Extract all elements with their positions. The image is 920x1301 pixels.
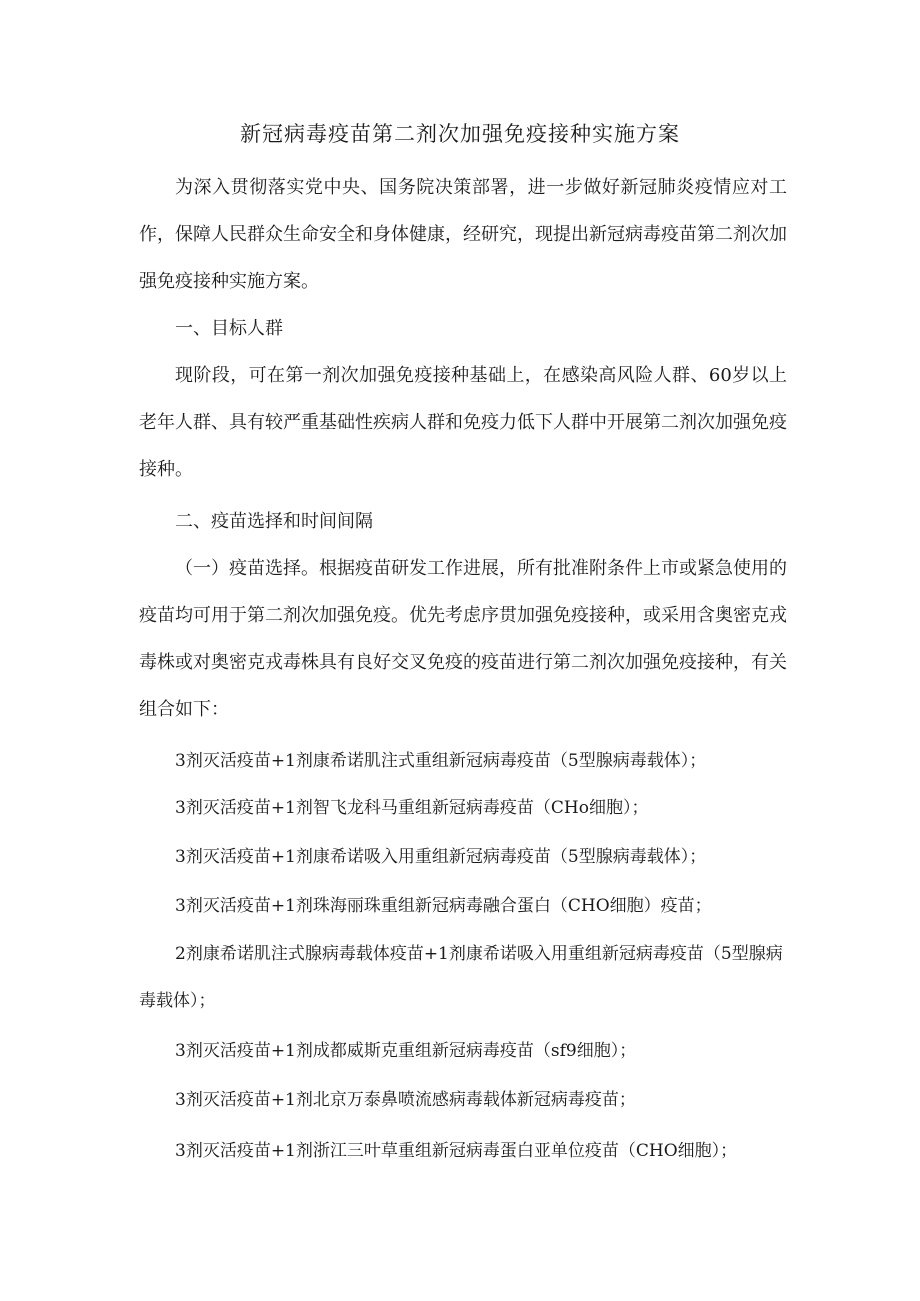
section1-heading: 一、目标人群 [175, 318, 283, 339]
section1-paragraph: 现阶段，可在第一剂次加强免疫接种基础上，在感染高风险人群、60岁以上老年人群、具有较严重基础性疾病人群和免疫力低下人群中开展第二剂次加强免疫接种。 [139, 365, 787, 480]
combination-item: 3剂灭活疫苗+1剂珠海丽珠重组新冠病毒融合蛋白（CHO细胞）疫苗； [175, 896, 712, 916]
combination-item: 3剂灭活疫苗+1剂北京万泰鼻喷流感病毒载体新冠病毒疫苗； [175, 1090, 636, 1110]
combination-item: 3剂灭活疫苗+1剂康希诺肌注式重组新冠病毒疫苗（5型腺病毒载体）； [175, 751, 707, 771]
combination-item: 3剂灭活疫苗+1剂智飞龙科马重组新冠病毒疫苗（CHo细胞）； [175, 798, 649, 818]
document-title: 新冠病毒疫苗第二剂次加强免疫接种实施方案 [240, 122, 680, 146]
combination-item: 2剂康希诺肌注式腺病毒载体疫苗+1剂康希诺吸入用重组新冠病毒疫苗（5型腺病毒载体）； [139, 944, 783, 1011]
combination-item: 3剂灭活疫苗+1剂成都威斯克重组新冠病毒疫苗（sf9细胞）； [175, 1041, 637, 1061]
section2-heading: 二、疫苗选择和时间间隔 [175, 511, 373, 532]
intro-paragraph: 为深入贯彻落实党中央、国务院决策部署，进一步做好新冠肺炎疫情应对工作，保障人民群众生命安全和身体健康，经研究，现提出新冠病毒疫苗第二剂次加强免疫接种实施方案。 [139, 177, 787, 292]
combination-item: 3剂灭活疫苗+1剂浙江三叶草重组新冠病毒蛋白亚单位疫苗（CHO细胞）； [175, 1141, 738, 1161]
section2-sub1-paragraph: （一）疫苗选择。根据疫苗研发工作进展，所有批准附条件上市或紧急使用的疫苗均可用于第二剂次加强免疫。优先考虑序贯加强免疫接种，或采用含奥密克戎毒株或对奥密克戎毒株具有良好交叉免疫的疫苗进行第二剂次加强免疫接种，有关组合如下： [139, 558, 787, 720]
combination-item: 3剂灭活疫苗+1剂康希诺吸入用重组新冠病毒疫苗（5型腺病毒载体）； [175, 847, 707, 867]
